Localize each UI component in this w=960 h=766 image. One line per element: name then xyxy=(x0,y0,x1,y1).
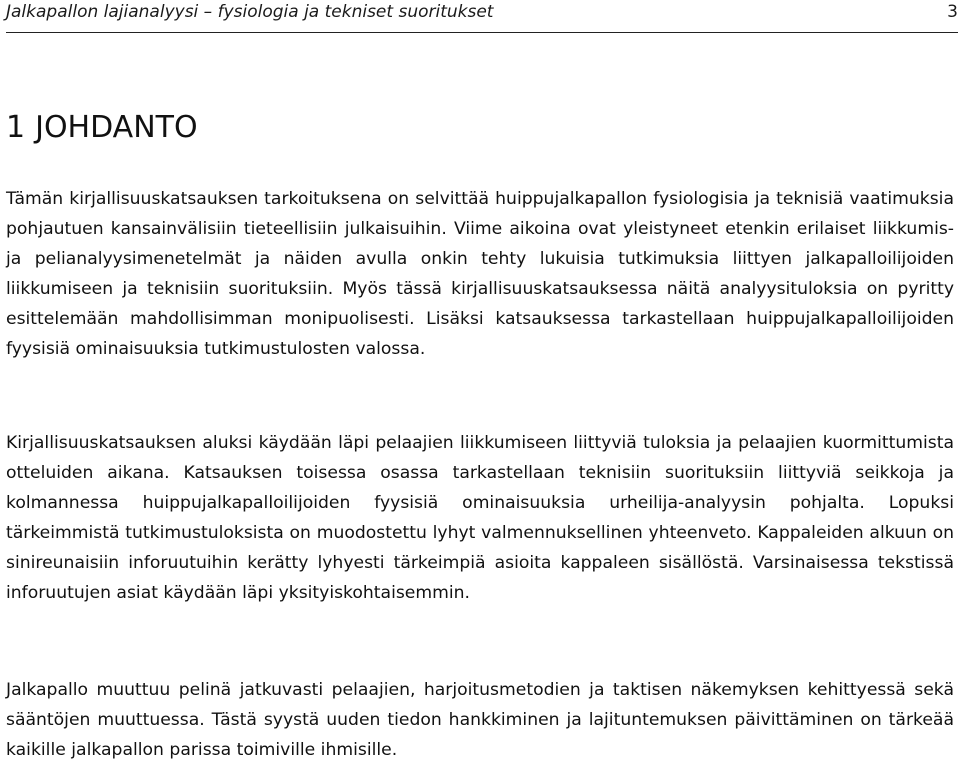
paragraph-motivation: Jalkapallo muuttuu pelinä jatkuvasti pelaajien, harjoitusmetodien ja taktisen näkemyksen kehittyessä sekä sääntöjen muuttuessa. Tästä syystä uuden tiedon hankkiminen ja lajituntemuksen päivittäminen on tärkeää kaikille jalkapallon parissa toimiville ihmisille. xyxy=(6,680,954,760)
page-number: 3 xyxy=(947,2,958,22)
paragraph-structure: Kirjallisuuskatsauksen aluksi käydään läpi pelaajien liikkumiseen liittyviä tuloksia ja pelaajien kuormittumista otteluiden aikana. Katsauksen toisessa osassa tarkastellaan teknisiin suorituksiin liittyviä seikkoja ja kolmannessa huippujalkapalloilijoiden fyysisiä ominaisuuksia urheilija-analyysin pohjalta. Lopuksi tärkeimmistä tutkimustuloksista on muodostettu lyhyt valmennuksellinen yhteenveto. Kappaleiden alkuun on sinireunaisiin inforuutuihin kerätty lyhyesti tärkeimpiä asioita kappaleen sisällöstä. Varsinaisessa tekstissä inforuutujen asiat käydään läpi yksityiskohtaisemmin. xyxy=(6,433,954,603)
running-header xyxy=(6,0,958,28)
header-title: Jalkapallon lajianalyysi – fysiologia ja tekniset suoritukset xyxy=(6,2,494,22)
header-divider xyxy=(6,32,958,33)
chapter-heading xyxy=(6,108,198,148)
chapter-number: 1 xyxy=(6,110,26,145)
paragraph-introduction: Tämän kirjallisuuskatsauksen tarkoituksena on selvittää huippujalkapallon fysiologisia ja teknisiä vaatimuksia pohjautuen kansainvälisiin tieteellisiin julkaisuihin. Viime aikoina ovat yleistyneet etenkin erilaiset liikkumis- ja pelianalyysimenetelmät ja näiden avulla onkin tehty lukuisia tutkimuksia liittyen jalkapalloilijoiden liikkumiseen ja teknisiin suorituksiin. Myös tässä kirjallisuuskatsauksessa näitä analyysituloksia on pyritty esittelemään mahdollisimman monipuolisesti. Lisäksi katsauksessa tarkastellaan huippujalkapalloilijoiden fyysisiä ominaisuuksia tutkimustulosten valossa. xyxy=(6,189,954,359)
chapter-title: JOHDANTO xyxy=(35,110,198,145)
